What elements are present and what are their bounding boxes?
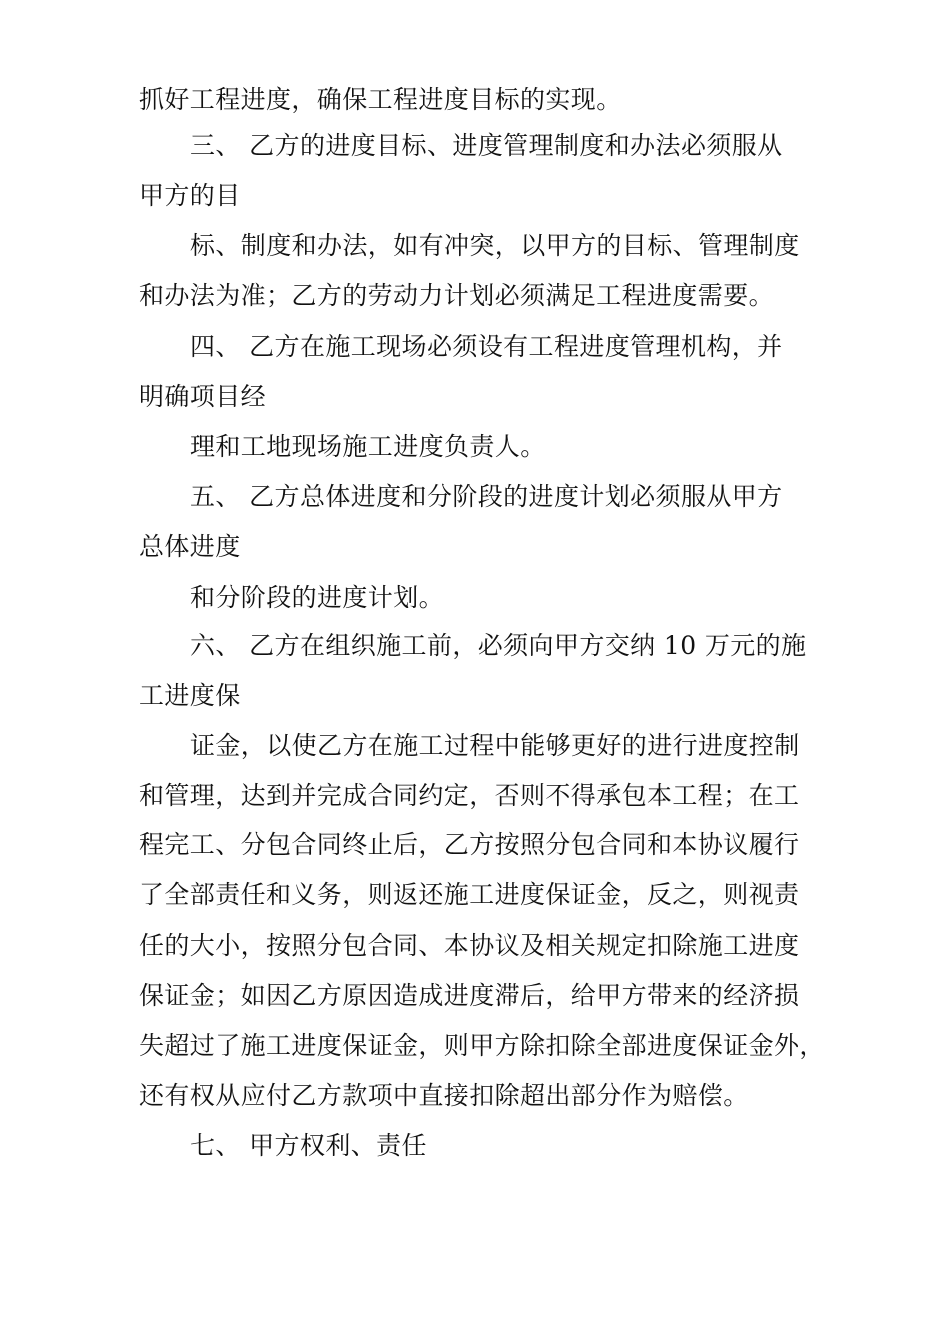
text-line: 和管理，达到并完成合同约定，否则不得承包本工程；在工 [139,781,800,810]
text-line-section-3: 三、 乙方的进度目标、进度管理制度和办法必须服从 [190,131,783,160]
text-line: 了全部责任和义务，则返还施工进度保证金，反之，则视责 [139,880,800,909]
text-line: 证金，以使乙方在施工过程中能够更好的进行进度控制 [190,731,800,760]
text-line: 和分阶段的进度计划。 [190,583,445,612]
text-line: 保证金；如因乙方原因造成进度滞后，给甲方带来的经济损 [139,981,800,1010]
text-line: 抓好工程进度，确保工程进度目标的实现。 [139,85,622,114]
text-line: 标、制度和办法，如有冲突，以甲方的目标、管理制度 [190,231,800,260]
text-line-section-4: 四、 乙方在施工现场必须设有工程进度管理机构，并 [190,332,783,361]
text-line-section-7: 七、 甲方权利、责任 [190,1131,427,1160]
text-line: 程完工、分包合同终止后，乙方按照分包合同和本协议履行 [139,830,800,859]
text-line: 理和工地现场施工进度负责人。 [190,432,546,461]
text-line: 失超过了施工进度保证金，则甲方除扣除全部进度保证金外， [139,1031,825,1060]
text-line: 还有权从应付乙方款项中直接扣除超出部分作为赔偿。 [139,1081,749,1110]
text-line-section-6: 六、 乙方在组织施工前，必须向甲方交纳 10 万元的施 [190,631,807,660]
text-line: 明确项目经 [139,382,267,411]
text-line: 甲方的目 [139,181,241,210]
text-line-section-5: 五、 乙方总体进度和分阶段的进度计划必须服从甲方 [190,482,783,511]
text-line: 任的大小，按照分包合同、本协议及相关规定扣除施工进度 [139,931,800,960]
text-line: 总体进度 [139,532,241,561]
text-line: 和办法为准；乙方的劳动力计划必须满足工程进度需要。 [139,281,775,310]
text-line: 工进度保 [139,681,241,710]
